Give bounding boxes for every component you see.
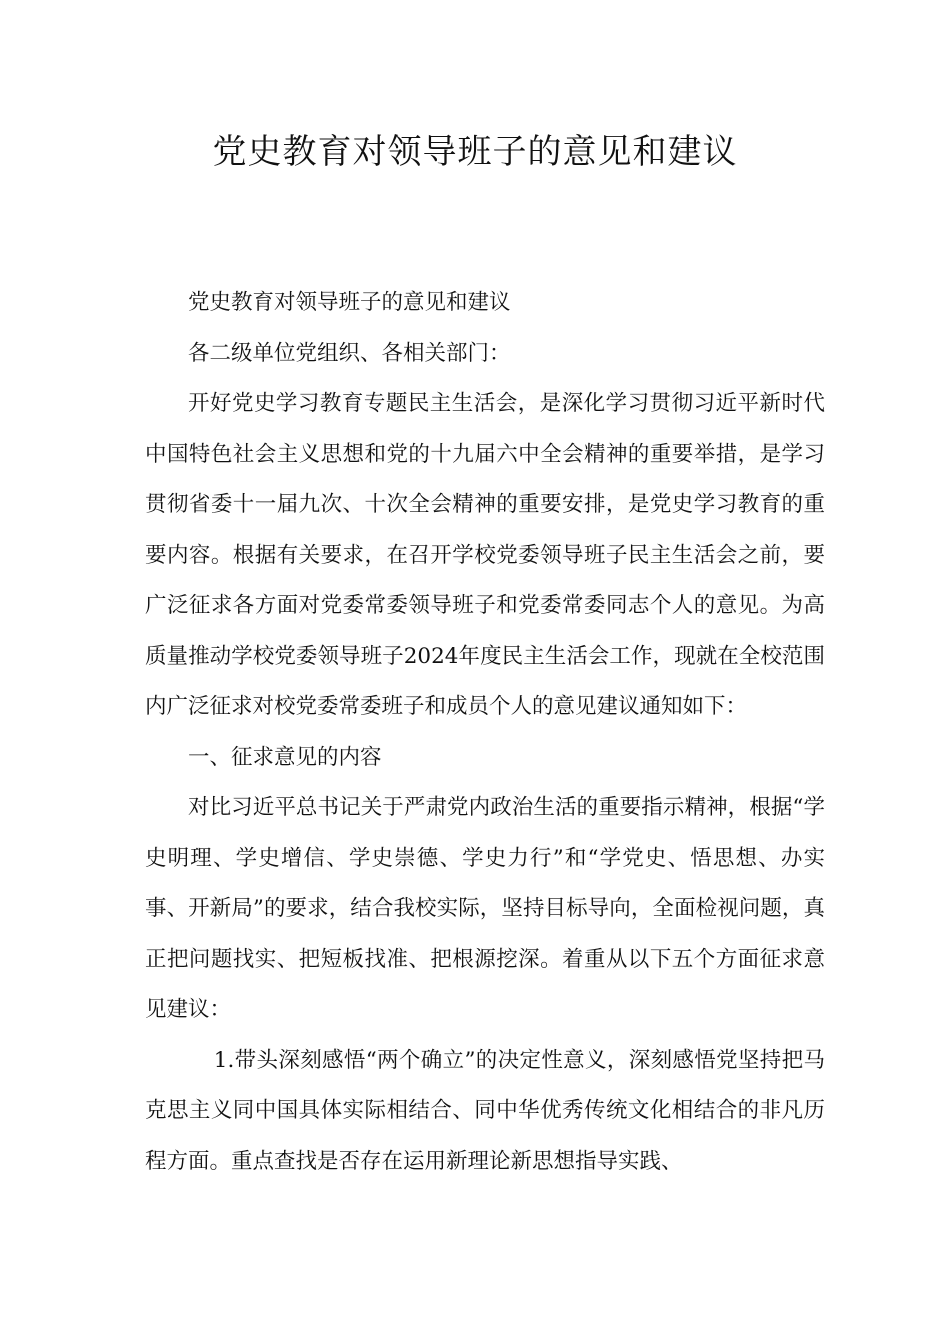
intro-paragraph: 开好党史学习教育专题民主生活会，是深化学习贯彻习近平新时代中国特色社会主义思想和党的十九届六中全会精神的重要举措，是学习贯彻省委十一届九次、十次全会精神的重要安排，是党史学习教育的重要内容。根据有关要求，在召开学校党委领导班子民主生活会之前，要广泛征求各方面对党委常委领导班子和党委常委同志个人的意见。为高质量推动学校党委领导班子2024年度民主生活会工作，现就在全校范围内广泛征求对校党委常委班子和成员个人的意见建议通知如下： [145, 391, 825, 719]
body-heading: 党史教育对领导班子的意见和建议 [188, 290, 511, 315]
document-body [145, 278, 825, 1187]
section-heading-1: 一、征求意见的内容 [188, 744, 382, 770]
list-item-1: 1.带头深刻感悟“两个确立”的决定性意义，深刻感悟党坚持把马克思主义同中国具体实际相结合、同中华优秀传统文化相结合的非凡历程方面。重点查找是否存在运用新理论新思想指导实践、 [145, 1047, 825, 1174]
document-title: 党史教育对领导班子的意见和建议 [212, 132, 738, 172]
section-1-paragraph: 对比习近平总书记关于严肃党内政治生活的重要指示精神，根据“学史明理、学史增信、学史崇德、学史力行”和“学党史、悟思想、办实事、开新局”的要求，结合我校实际，坚持目标导向，全面检视问题，真正把问题找实、把短板找准、把根源挖深。着重从以下五个方面征求意见建议： [145, 795, 825, 1022]
addressee-line: 各二级单位党组织、各相关部门： [188, 340, 511, 366]
